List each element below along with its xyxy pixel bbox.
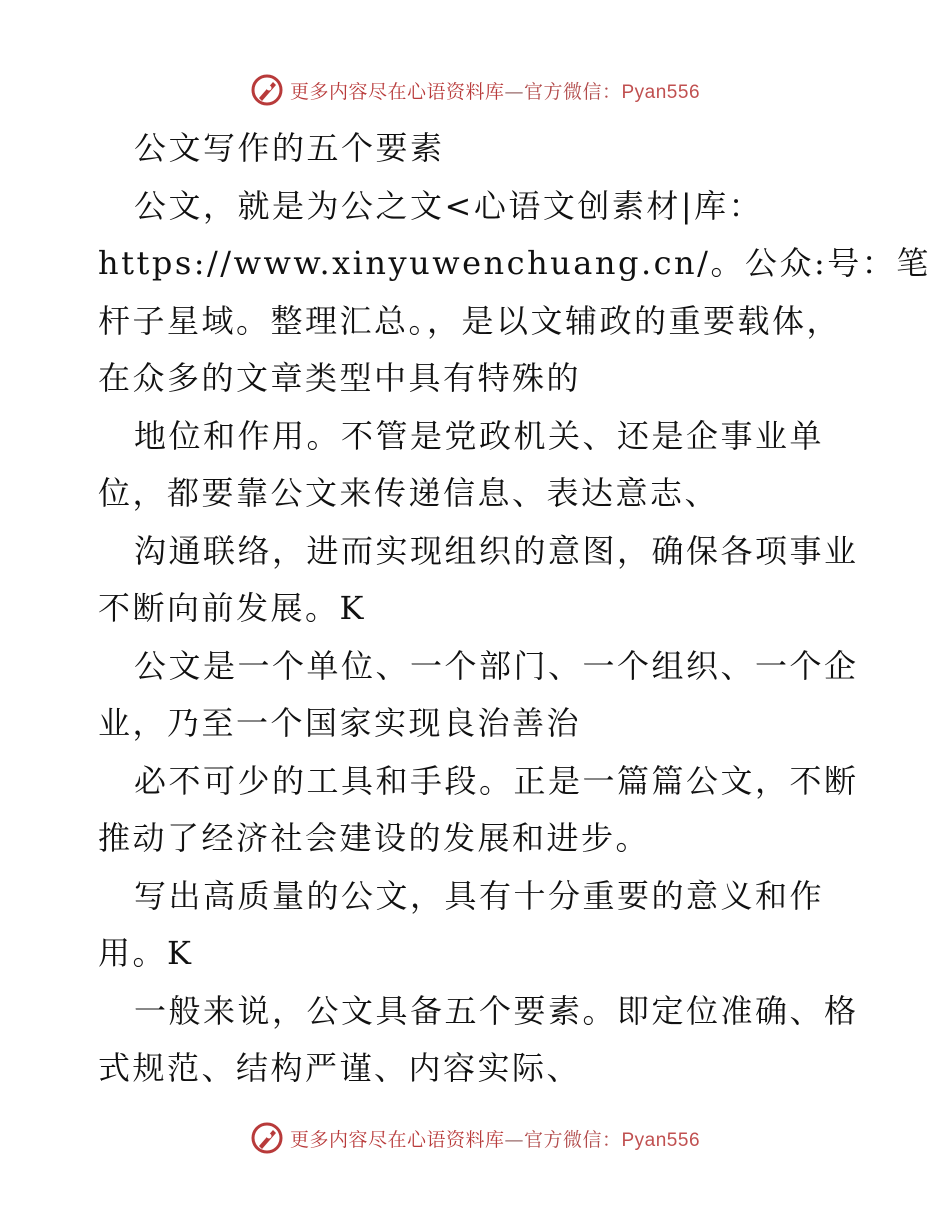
document-body: [98, 120, 931, 1098]
watermark-brand: 更多内容尽在心语资料库: [289, 1128, 505, 1151]
text-line: 位，都要靠公文来传递信息、表达意志、: [98, 474, 720, 512]
text-line: 地位和作用。不管是党政机关、还是企事业单: [134, 416, 825, 455]
watermark-text: [290, 77, 700, 104]
text-line: 杆子星域。整理汇总。，是以文辅政的重要载体，: [98, 301, 842, 340]
text-line: 公文，就是为公之文<心语文创素材|库：: [134, 186, 764, 225]
text-line: 不断向前发展。K: [98, 589, 366, 627]
watermark-dash: —: [504, 1128, 524, 1151]
text-line: 公文是一个单位、一个部门、一个组织、一个企: [134, 646, 859, 685]
watermark-brand: 更多内容尽在心语资料库: [289, 80, 505, 103]
watermark-id: Pyan556: [621, 81, 701, 103]
text-line: 必不可少的工具和手段。正是一篇篇公文，不断: [134, 761, 859, 800]
watermark-official: 官方微信：: [523, 1128, 622, 1151]
text-line: https://www.xinyuwenchuang.cn/。公众:号：笔: [98, 244, 931, 282]
text-line: 业，乃至一个国家实现良治善治: [98, 704, 582, 742]
watermark-dash: —: [504, 80, 524, 103]
text-line: 式规范、结构严谨、内容实际、: [98, 1049, 582, 1087]
text-line: 写出高质量的公文，具有十分重要的意义和作: [134, 876, 825, 915]
text-line: 用。K: [98, 934, 194, 972]
pen-logo-icon: [250, 73, 284, 107]
text-line: 公文写作的五个要素: [134, 129, 445, 167]
text-line: 推动了经济社会建设的发展和进步。: [98, 819, 651, 857]
text-line: 一般来说，公文具备五个要素。即定位准确、格: [134, 991, 859, 1030]
pen-logo-icon: [250, 1121, 284, 1155]
text-line: 沟通联络，进而实现组织的意图，确保各项事业: [134, 531, 859, 570]
watermark-official: 官方微信：: [523, 80, 622, 103]
watermark-text: [290, 1125, 700, 1152]
header-watermark: [0, 70, 950, 110]
footer-watermark: [0, 1118, 950, 1158]
text-line: 在众多的文章类型中具有特殊的: [98, 359, 582, 397]
watermark-id: Pyan556: [621, 1129, 701, 1151]
